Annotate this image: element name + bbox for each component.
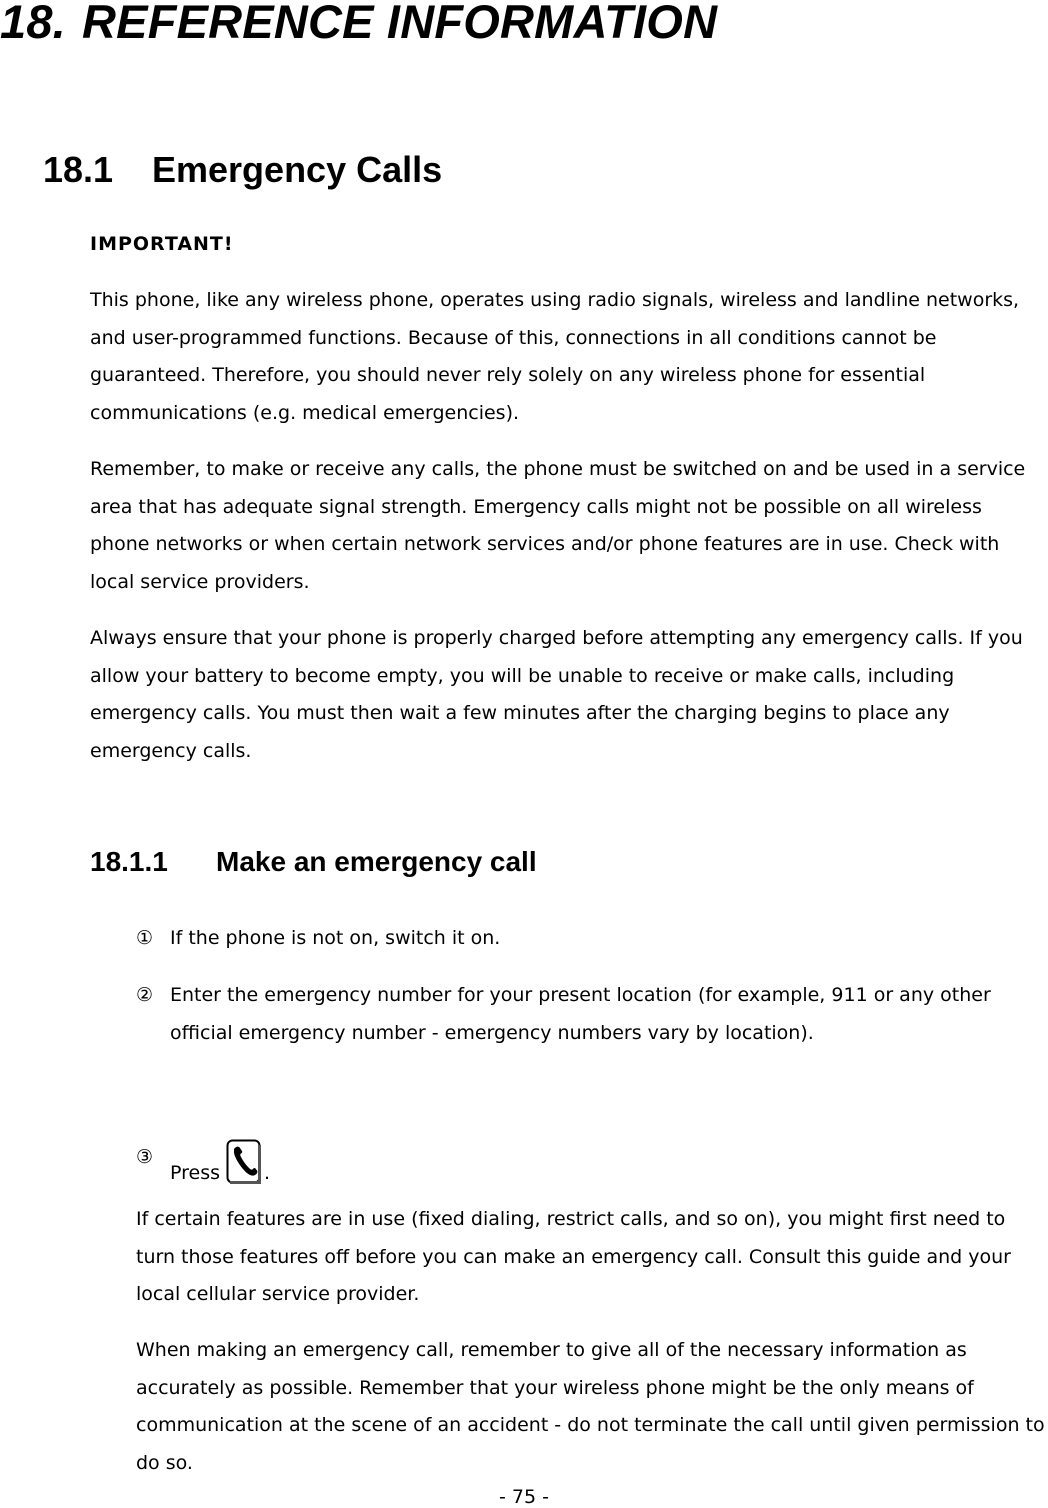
chapter-heading — [0, 0, 717, 52]
section-heading — [43, 146, 442, 194]
chapter-number: 18. — [0, 0, 66, 48]
step-text: If the phone is not on, switch it on. — [170, 927, 501, 949]
step-1 — [136, 920, 1048, 958]
section-number: 18.1 — [43, 149, 114, 190]
step-marker: ③ — [136, 1146, 154, 1168]
subsection-number: 18.1.1 — [90, 846, 168, 877]
paragraph-battery: Always ensure that your phone is properly charged before attempting any emergency calls. If you allow your battery to become empty, you will be unable to receive or make calls, including emergency calls. You must then wait a few minutes after the charging begins to place any emergency calls. — [90, 627, 1023, 762]
section-title: Emergency Calls — [152, 149, 443, 190]
step-2 — [136, 977, 1048, 1052]
step-3 — [136, 1139, 1048, 1193]
step-suffix: . — [264, 1162, 271, 1184]
important-label: IMPORTANT! — [90, 233, 234, 255]
page-number: - 75 - — [499, 1486, 549, 1508]
step-text: Press — [170, 1162, 221, 1184]
note-information: When making an emergency call, remember to give all of the necessary information as accurately as possible. Remember that your wireless phone might be the only means of communication at the scene of an accident - do not terminate the call until given permission to do so. — [136, 1339, 1045, 1474]
chapter-title: REFERENCE INFORMATION — [82, 0, 718, 48]
note-features: If certain features are in use (fixed dialing, restrict calls, and so on), you might first need to turn those features off before you can make an emergency call. Consult this guide and your local cellular service provider. — [136, 1208, 1011, 1305]
step-marker: ② — [136, 984, 154, 1006]
subsection-heading — [90, 842, 537, 882]
step-text-wrap — [170, 1139, 1048, 1193]
step-marker: ① — [136, 927, 154, 949]
paragraph-service-area: Remember, to make or receive any calls, the phone must be switched on and be used in a service area that has adequate signal strength. Emergency calls might not be possible on all wireless phone networks or when certain network services and/or phone features are in use. Check with local service providers. — [90, 458, 1026, 593]
send-key-icon — [226, 1139, 264, 1187]
paragraph-radio-signals: This phone, like any wireless phone, operates using radio signals, wireless and landline networks, and user-programmed functions. Because of this, connections in all conditions cannot be guaranteed. Therefore, you should never rely solely on any wireless phone for essential communications (e.g. medical emergencies). — [90, 289, 1020, 424]
subsection-title: Make an emergency call — [216, 846, 537, 877]
step-text: Enter the emergency number for your present location (for example, 911 or any other official emergency number - emergency numbers vary by location). — [170, 984, 991, 1044]
